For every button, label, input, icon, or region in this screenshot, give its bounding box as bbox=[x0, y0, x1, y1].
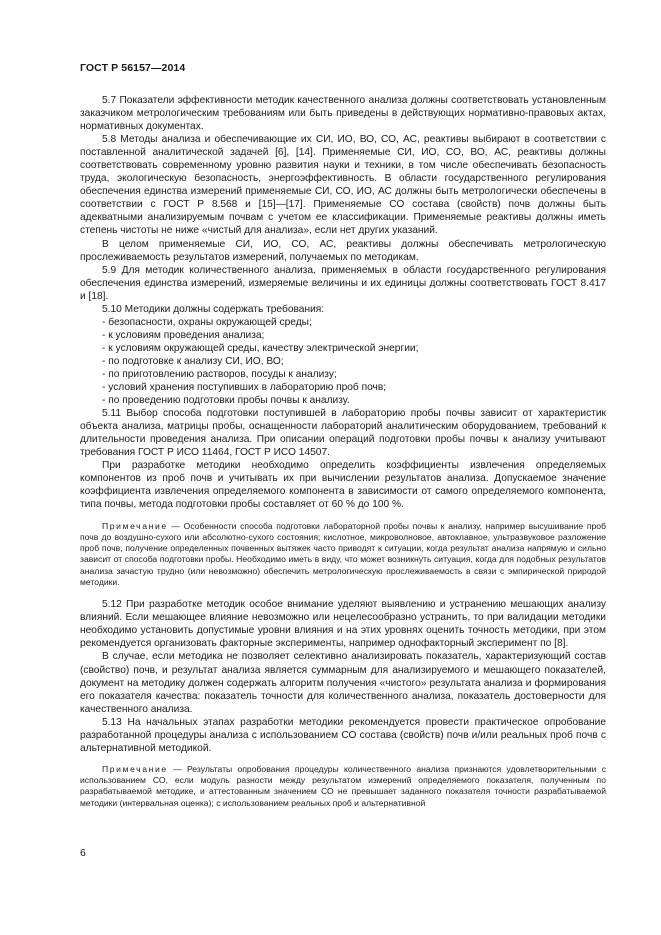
paragraph-5-7: 5.7 Показатели эффективности методик качественного анализа должны соответствовать установленным заказчиком метрологическим требованиям или быть приведены в действующих нормативно-правовых актах, нормативных документах. bbox=[80, 95, 606, 133]
note-label: Примечание bbox=[102, 520, 168, 531]
requirements-list bbox=[80, 316, 606, 407]
paragraph-5-8-cont: В целом применяемые СИ, ИО, СО, АС, реактивы должны обеспечивать метрологическую прослеживаемость результатов измерений, получаемых по методикам. bbox=[80, 238, 606, 263]
note-text: — Результаты опробования процедуры количественного анализа признаются удовлетворительными с использованием СО, если модуль разности между результатом измерений определяемого показателя, полученным по разрабатываемой методике, и аттестованным значением СО не превышает заданного показателя точности разрабатываемой методики (интервальная оценка); с использованием реальных проб и альтернативной bbox=[80, 763, 606, 808]
paragraph-5-9: 5.9 Для методик количественного анализа, применяемых в области государственного регулирования обеспечения единства измерений, измеряемые величины и их единицы должны соответствовать ГОСТ 8.417 и [18]. bbox=[80, 264, 606, 302]
document-body bbox=[80, 94, 606, 819]
list-item: - к условиям проведения анализа; bbox=[102, 329, 265, 341]
paragraph-5-12: 5.12 При разработке методик особое внимание уделяют выявлению и устранению мешающих анализу влияний. Если мешающее влияние невозможно или нецелесообразно устранить, то при валидации методики необходимо установить допустимые уровни влияния и на этих уровнях оценить точность методики, при этом рекомендуется организовать факторные эксперименты, например однофакторный эксперимент по [8]. bbox=[80, 599, 606, 650]
list-item: - по проведению подготовки пробы почвы к анализу. bbox=[102, 395, 350, 407]
document-header: ГОСТ Р 56157—2014 bbox=[80, 62, 186, 74]
list-item: - условий хранения поступивших в лабораторию проб почв; bbox=[102, 382, 387, 394]
note-2 bbox=[80, 764, 606, 809]
paragraph-5-11: 5.11 Выбор способа подготовки поступившей в лабораторию пробы почвы зависит от характеристик объекта анализа, матрицы пробы, оснащенности лабораторий аналитическим оборудованием, требований к длительности проведения анализа. При описании операций подготовки пробы почвы к анализу учитывают требования ГОСТ Р ИСО 11464, ГОСТ Р ИСО 14507. bbox=[80, 408, 606, 459]
list-item: - по приготовлению растворов, посуды к анализу; bbox=[102, 368, 337, 380]
note-1 bbox=[80, 521, 606, 589]
paragraph-5-11-cont: При разработке методики необходимо определить коэффициенты извлечения определяемых компонентов из проб почв и учитывать их при вычислении результатов анализа. Допускаемое значение коэффициента извлечения определяемого компонента в зависимости от самого определяемого компонента, типа почвы, метода подготовки пробы составляет от 60 % до 100 %. bbox=[80, 460, 606, 511]
page-number: 6 bbox=[80, 847, 86, 859]
paragraph-5-12-cont: В случае, если методика не позволяет селективно анализировать показатель, характеризующий состав (свойство) почв, и результат анализа является суммарным для анализируемого и мешающего показателей, документ на методику должен содержать алгоритм получения «чистого» результата анализа и формирования его показателя качества: показатель точности для количественного анализа, показатель достоверности для качественного анализа. bbox=[80, 651, 606, 715]
paragraph-5-8: 5.8 Методы анализа и обеспечивающие их СИ, ИО, ВО, СО, АС, реактивы выбирают в соответствии с поставленной аналитической задачей [6], [14]. Применяемые СИ, ИО, СО, ВО, АС, реактивы должны соответствовать современному уровню развития науки и техники, в том числе обеспечивать безопасность труда, экологическую безопасность, энергоэффективность. В области государственного регулирования обеспечения единства измерений применяемые СИ, СО, ИО, АС должны быть метрологически обеспечены в соответствии с ГОСТ Р 8.568 и [15]—[17]. Применяемые СО состава (свойств) почв должны быть адекватными анализируемым почвам с учетом ее классификации. Применяемые реактивы должны иметь степень чистоты не ниже «чистый для анализа», если нет других указаний. bbox=[80, 134, 606, 237]
paragraph-5-13: 5.13 На начальных этапах разработки методики рекомендуется провести практическое опробование разработанной процедуры анализа с использованием СО состава (свойств) почв и/или реальных проб почв с альтернативной методикой. bbox=[80, 716, 606, 754]
note-label: Примечание bbox=[102, 763, 168, 774]
list-item: - к условиям окружающей среды, качеству электрической энергии; bbox=[102, 342, 419, 354]
paragraph-5-10: 5.10 Методики должны содержать требования: bbox=[102, 303, 325, 315]
list-item: - безопасности, охраны окружающей среды; bbox=[102, 316, 312, 328]
note-text: — Особенности способа подготовки лабораторной пробы почвы к анализу, например высушивание проб почв до воздушно-сухого или абсолютно-сухого состояния; кислотное, микроволновое, автоклавное, ультразвуковое разложение проб почв, получение определенных почвенных вытяжек часто приводят к ситуации, когда результат анализа напрямую и сильно зависит от способа подготовки пробы. Необходимо иметь в виду, что может возникнуть ситуация, когда для подобных результатов анализа зачастую трудно (или невозможно) обеспечить метрологическую прослеживаемость в связи с эмпирической природой методики. bbox=[80, 520, 606, 587]
list-item: - по подготовке к анализу СИ, ИО, ВО; bbox=[102, 355, 284, 367]
